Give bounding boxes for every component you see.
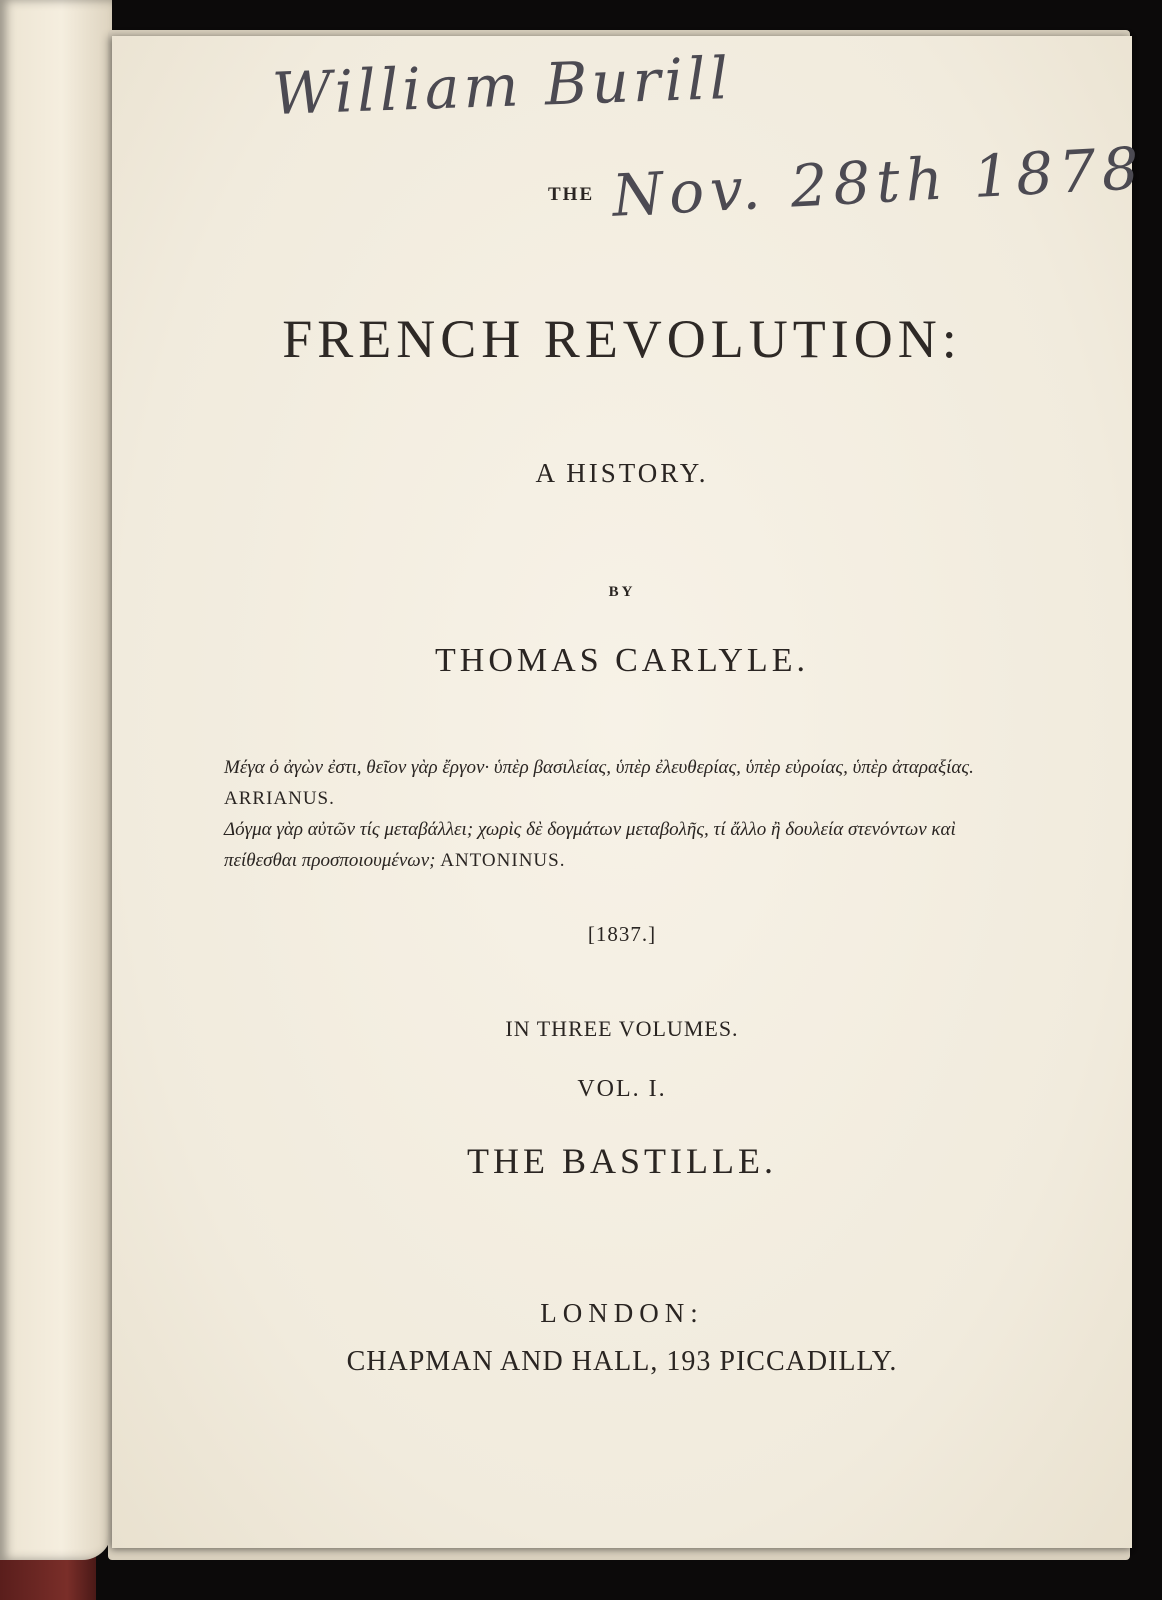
book-subtitle: A HISTORY. [535,458,709,488]
by-label: BY [608,584,636,600]
author-name: THOMAS CARLYLE. [435,642,809,679]
facing-page [0,0,112,1560]
epigraph-text: Δόγμα γὰρ αὐτῶν τίς μεταβάλλει; χωρὶς δὲ δογμάτων μεταβολῆς, τί ἄλλο ἢ δουλεία στενόντων καὶ πείθεσθαι προσποιουμένων; [224,819,956,871]
book-title: FRENCH REVOLUTION: [282,309,962,369]
epigraph-text: Μέγα ὁ ἀγὼν ἐστι, θεῖον γὰρ ἔργον· ὑπὲρ βασιλείας, ὑπὲρ ἐλευθερίας, ὑπὲρ εὐροίας, ὑπὲρ ἀταραξίας. [224,757,974,778]
volume-count: IN THREE VOLUMES. [505,1016,739,1041]
volume-number: VOL. I. [577,1076,667,1102]
epigraph-source: ARRIANUS. [224,788,335,809]
epigraph-arrianus [224,752,1014,814]
publisher-city: LONDON: [540,1298,704,1328]
epigraph-source: ANTONINUS. [440,850,566,871]
volume-title: THE BASTILLE. [467,1141,777,1181]
handwritten-date: Nov. 28th 1878 [610,134,1147,230]
publisher-name: CHAPMAN AND HALL, 193 PICCADILLY. [346,1346,898,1377]
epigraph-antoninus [224,814,1014,876]
owner-signature: William Burill [270,43,734,129]
title-article: THE [548,184,595,205]
title-page [112,36,1147,1548]
publication-year: [1837.] [587,922,657,946]
